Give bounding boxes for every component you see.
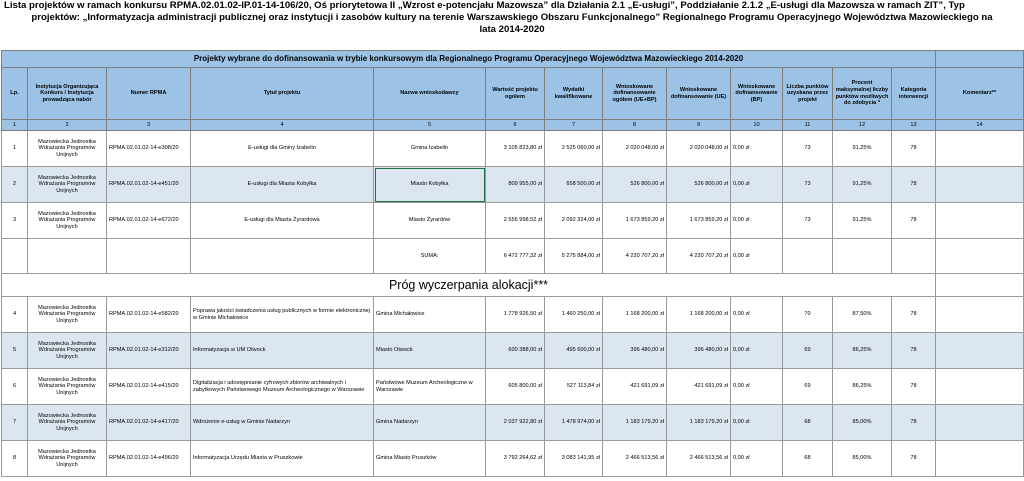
cell-points[interactable]: 70 bbox=[783, 297, 833, 333]
cell-institution[interactable]: Mazowiecka Jednostka Wdrażania Programów Unijnych bbox=[28, 405, 107, 441]
cell-category[interactable]: 78 bbox=[892, 297, 936, 333]
cell-cofin-bp[interactable]: 0,00 zł bbox=[731, 333, 783, 369]
cell-number[interactable]: RPMA.02.01.02-14-e312/20 bbox=[107, 333, 191, 369]
col-number[interactable]: 12 bbox=[833, 120, 892, 131]
cell-category[interactable]: 78 bbox=[892, 167, 936, 203]
cell-cofin-ue-bp[interactable]: 1 673 859,20 zł bbox=[603, 203, 667, 239]
cell-applicant[interactable]: Miasto Otwock bbox=[374, 333, 486, 369]
header-category[interactable]: Kategoria interwencji bbox=[892, 68, 936, 120]
sum-cofin-ue[interactable]: 4 220 707,20 zł bbox=[667, 239, 731, 274]
cell-eligible[interactable]: 1 460 250,00 zł bbox=[545, 297, 603, 333]
cell-category[interactable]: 78 bbox=[892, 405, 936, 441]
sum-empty-cell[interactable] bbox=[28, 239, 107, 274]
cell-number[interactable]: RPMA.02.01.02-14-e415/20 bbox=[107, 369, 191, 405]
header-lp[interactable]: Lp. bbox=[2, 68, 28, 120]
sum-cofin-bp[interactable]: 0,00 zł bbox=[731, 239, 783, 274]
header-number[interactable]: Numer RPMA bbox=[107, 68, 191, 120]
header-percent[interactable]: Procent maksymalnej liczby punktów możliwych do zdobycia * bbox=[833, 68, 892, 120]
cell-points[interactable]: 69 bbox=[783, 369, 833, 405]
cell-cofin-ue-bp[interactable]: 2 020 048,00 zł bbox=[603, 131, 667, 167]
cell-cofin-ue[interactable]: 396 480,00 zł bbox=[667, 333, 731, 369]
projects-table bbox=[1, 50, 1024, 477]
cell-cofin-ue[interactable]: 2 020 048,00 zł bbox=[667, 131, 731, 167]
col-number[interactable]: 8 bbox=[603, 120, 667, 131]
cell-cofin-ue-bp[interactable]: 1 183 179,20 zł bbox=[603, 405, 667, 441]
table-row bbox=[2, 333, 1024, 369]
cell-comment[interactable] bbox=[936, 297, 1024, 333]
header-value-total[interactable]: Wartość projektu ogółem bbox=[486, 68, 545, 120]
cell-category[interactable]: 78 bbox=[892, 203, 936, 239]
cell-cofin-ue[interactable]: 1 168 200,00 zł bbox=[667, 297, 731, 333]
cell-value-total[interactable]: 2 037 922,80 zł bbox=[486, 405, 545, 441]
col-number[interactable]: 14 bbox=[936, 120, 1024, 131]
table-row bbox=[2, 405, 1024, 441]
sum-empty-cell[interactable] bbox=[833, 239, 892, 274]
cell-institution[interactable]: Mazowiecka Jednostka Wdrażania Programów Unijnych bbox=[28, 167, 107, 203]
cell-lp[interactable]: 3 bbox=[2, 203, 28, 239]
cell-title[interactable]: E-usługi dla Gminy Izabelin bbox=[191, 131, 374, 167]
cell-eligible[interactable]: 658 500,00 zł bbox=[545, 167, 603, 203]
banner-cell[interactable]: Projekty wybrane do dofinansowania w trybie konkursowym dla Regionalnego Programu Operacyjnego Województwa Mazowieckiego 2014-2020 bbox=[2, 51, 936, 68]
title-line-2: projektów: „Informatyzacja administracji publicznej oraz instytucji i zasobów kultury na terenie Warszawskiego Obszaru Funkcjonalnego” Regionalnego Programu Operacyjnego Województwa Mazowieckiego na bbox=[31, 12, 993, 23]
cell-cofin-ue[interactable]: 1 183 179,20 zł bbox=[667, 405, 731, 441]
cell-percent[interactable]: 86,25% bbox=[833, 369, 892, 405]
cell-category[interactable]: 78 bbox=[892, 369, 936, 405]
cell-value-total[interactable]: 2 556 998,52 zł bbox=[486, 203, 545, 239]
cell-comment[interactable] bbox=[936, 167, 1024, 203]
cell-value-total[interactable]: 3 792 264,62 zł bbox=[486, 441, 545, 477]
cell-percent[interactable]: 87,50% bbox=[833, 297, 892, 333]
cell-institution[interactable]: Mazowiecka Jednostka Wdrażania Programów Unijnych bbox=[28, 297, 107, 333]
cell-value-total[interactable]: 600 388,00 zł bbox=[486, 333, 545, 369]
cell-cofin-ue[interactable]: 2 466 513,56 zł bbox=[667, 441, 731, 477]
cell-institution[interactable]: Mazowiecka Jednostka Wdrażania Programów Unijnych bbox=[28, 369, 107, 405]
sum-empty-cell[interactable] bbox=[936, 239, 1024, 274]
col-number[interactable]: 7 bbox=[545, 120, 603, 131]
col-number[interactable]: 1 bbox=[2, 120, 28, 131]
sum-empty-cell[interactable] bbox=[191, 239, 374, 274]
cell-title[interactable]: Wdrożenie e-usług w Gminie Nadarzyn bbox=[191, 405, 374, 441]
cell-applicant[interactable]: Gmina Nadarzyn bbox=[374, 405, 486, 441]
banner-empty-cell[interactable] bbox=[936, 51, 1024, 68]
cell-points[interactable]: 68 bbox=[783, 405, 833, 441]
sum-cofin-ue-bp[interactable]: 4 220 707,20 zł bbox=[603, 239, 667, 274]
cell-title[interactable]: Informatyzacja w UM Otwock bbox=[191, 333, 374, 369]
cell-institution[interactable]: Mazowiecka Jednostka Wdrażania Programów Unijnych bbox=[28, 441, 107, 477]
header-project-title[interactable]: Tytuł projektu bbox=[191, 68, 374, 120]
cell-cofin-bp[interactable]: 0,00 zł bbox=[731, 297, 783, 333]
title-line-1: Lista projektów w ramach konkursu RPMA.02.01.02-IP.01-14-106/20, Oś priorytetowa II „Wzrost e-potencjału Mazowsza” dla Działania 2.1 „E-usługi”, Poddziałanie 2.1.2 „E-usługi dla Mazowsza w ramach ZIT”, Typ bbox=[4, 0, 965, 11]
title-line-3: lata 2014-2020 bbox=[479, 24, 545, 35]
cell-cofin-bp[interactable]: 0,00 zł bbox=[731, 131, 783, 167]
cell-title[interactable]: Poprawa jakości świadczenia usług publicznych w formie elektronicznej w Gminie Michałowice bbox=[191, 297, 374, 333]
cell-comment[interactable] bbox=[936, 131, 1024, 167]
cell-cofin-ue[interactable]: 421 691,09 zł bbox=[667, 369, 731, 405]
cell-lp[interactable]: 1 bbox=[2, 131, 28, 167]
sum-empty-cell[interactable] bbox=[2, 239, 28, 274]
cell-cofin-ue-bp[interactable]: 526 800,00 zł bbox=[603, 167, 667, 203]
cell-cofin-ue-bp[interactable]: 1 168 200,00 zł bbox=[603, 297, 667, 333]
cell-institution[interactable]: Mazowiecka Jednostka Wdrażania Programów Unijnych bbox=[28, 203, 107, 239]
cell-cofin-ue[interactable]: 1 673 859,20 zł bbox=[667, 203, 731, 239]
col-number[interactable]: 4 bbox=[191, 120, 374, 131]
cell-title[interactable]: Digitalizacja i udostępnianie cyfrowych zbiorów archiwalnych i zabytkowych Państwowego Muzeum Archeologicznego w Warszawie bbox=[191, 369, 374, 405]
cell-cofin-bp[interactable]: 0,00 zł bbox=[731, 441, 783, 477]
header-cofin-bp[interactable]: Wnioskowane dofinansowanie (BP) bbox=[731, 68, 783, 120]
cell-points[interactable]: 73 bbox=[783, 167, 833, 203]
cell-cofin-ue[interactable]: 526 800,00 zł bbox=[667, 167, 731, 203]
cell-lp[interactable]: 7 bbox=[2, 405, 28, 441]
cell-category[interactable]: 78 bbox=[892, 131, 936, 167]
cell-comment[interactable] bbox=[936, 405, 1024, 441]
cell-lp[interactable]: 4 bbox=[2, 297, 28, 333]
cell-number[interactable]: RPMA.02.01.02-14-e308/20 bbox=[107, 131, 191, 167]
cell-lp[interactable]: 8 bbox=[2, 441, 28, 477]
cell-cofin-bp[interactable]: 0,00 zł bbox=[731, 405, 783, 441]
cell-lp[interactable]: 5 bbox=[2, 333, 28, 369]
col-number[interactable]: 6 bbox=[486, 120, 545, 131]
header-eligible[interactable]: Wydatki kwalifikowane bbox=[545, 68, 603, 120]
cell-applicant[interactable]: Gmina Michałowice bbox=[374, 297, 486, 333]
cell-cofin-bp[interactable]: 0,00 zł bbox=[731, 369, 783, 405]
document-title bbox=[0, 0, 1024, 36]
cell-title[interactable]: E-usługi dla Miasta Żyrardowa bbox=[191, 203, 374, 239]
cell-applicant[interactable]: Miasto Kobyłka bbox=[374, 167, 486, 203]
sum-empty-cell[interactable] bbox=[892, 239, 936, 274]
cell-percent[interactable]: 91,25% bbox=[833, 131, 892, 167]
cell-percent[interactable]: 91,25% bbox=[833, 203, 892, 239]
cell-eligible[interactable]: 1 478 974,00 zł bbox=[545, 405, 603, 441]
cell-number[interactable]: RPMA.02.01.02-14-e451/20 bbox=[107, 167, 191, 203]
threshold-empty-cell[interactable] bbox=[936, 274, 1024, 297]
cell-eligible[interactable]: 2 092 324,00 zł bbox=[545, 203, 603, 239]
table-row bbox=[2, 369, 1024, 405]
cell-eligible[interactable]: 3 083 141,95 zł bbox=[545, 441, 603, 477]
table-row bbox=[2, 441, 1024, 477]
header-cofin-ue[interactable]: Wnioskowane dofinansowanie (UE) bbox=[667, 68, 731, 120]
cell-institution[interactable]: Mazowiecka Jednostka Wdrażania Programów Unijnych bbox=[28, 333, 107, 369]
cell-number[interactable]: RPMA.02.01.02-14-e672/20 bbox=[107, 203, 191, 239]
cell-eligible[interactable]: 2 525 060,00 zł bbox=[545, 131, 603, 167]
cell-comment[interactable] bbox=[936, 203, 1024, 239]
cell-category[interactable]: 78 bbox=[892, 441, 936, 477]
cell-percent[interactable]: 85,00% bbox=[833, 441, 892, 477]
cell-points[interactable]: 68 bbox=[783, 441, 833, 477]
header-applicant[interactable]: Nazwa wnioskodawcy bbox=[374, 68, 486, 120]
table-row bbox=[2, 167, 1024, 203]
cell-cofin-bp[interactable]: 0,00 zł bbox=[731, 203, 783, 239]
cell-comment[interactable] bbox=[936, 369, 1024, 405]
sum-row bbox=[2, 239, 1024, 274]
header-points[interactable]: Liczba punktów uzyskana przez projekt bbox=[783, 68, 833, 120]
column-number-row bbox=[2, 120, 1024, 131]
sum-eligible[interactable]: 5 275 884,00 zł bbox=[545, 239, 603, 274]
sum-label[interactable]: SUMA: bbox=[374, 239, 486, 274]
col-number[interactable]: 13 bbox=[892, 120, 936, 131]
cell-title[interactable]: E-usługi dla Miasta Kobyłka bbox=[191, 167, 374, 203]
cell-comment[interactable] bbox=[936, 333, 1024, 369]
cell-percent[interactable]: 85,00% bbox=[833, 405, 892, 441]
cell-number[interactable]: RPMA.02.01.02-14-e496/20 bbox=[107, 441, 191, 477]
col-number[interactable]: 5 bbox=[374, 120, 486, 131]
cell-applicant[interactable]: Gmina Izabelin bbox=[374, 131, 486, 167]
cell-percent[interactable]: 91,25% bbox=[833, 167, 892, 203]
cell-value-total[interactable]: 3 105 823,80 zł bbox=[486, 131, 545, 167]
cell-cofin-ue-bp[interactable]: 396 480,00 zł bbox=[603, 333, 667, 369]
cell-institution[interactable]: Mazowiecka Jednostka Wdrażania Programów Unijnych bbox=[28, 131, 107, 167]
cell-value-total[interactable]: 1 778 926,50 zł bbox=[486, 297, 545, 333]
cell-eligible[interactable]: 527 113,84 zł bbox=[545, 369, 603, 405]
table-row bbox=[2, 297, 1024, 333]
cell-title[interactable]: Informatyzacja Urzędu Miasta w Pruszkowie bbox=[191, 441, 374, 477]
cell-points[interactable]: 73 bbox=[783, 203, 833, 239]
cell-lp[interactable]: 6 bbox=[2, 369, 28, 405]
cell-category[interactable]: 78 bbox=[892, 333, 936, 369]
cell-applicant[interactable]: Gmina Miasto Pruszków bbox=[374, 441, 486, 477]
sum-empty-cell[interactable] bbox=[107, 239, 191, 274]
col-number[interactable]: 10 bbox=[731, 120, 783, 131]
cell-cofin-ue-bp[interactable]: 2 466 513,56 zł bbox=[603, 441, 667, 477]
cell-points[interactable]: 73 bbox=[783, 131, 833, 167]
cell-applicant[interactable]: Miasto Żyrardów bbox=[374, 203, 486, 239]
col-number[interactable]: 2 bbox=[28, 120, 107, 131]
cell-value-total[interactable]: 605 800,00 zł bbox=[486, 369, 545, 405]
cell-number[interactable]: RPMA.02.01.02-14-e582/20 bbox=[107, 297, 191, 333]
header-institution[interactable]: Instytucja Organizująca Konkurs / Instytucja prowadząca nabór bbox=[28, 68, 107, 120]
col-number[interactable]: 3 bbox=[107, 120, 191, 131]
threshold-row bbox=[2, 274, 1024, 297]
cell-applicant[interactable]: Państwowe Muzeum Archeologiczne w Warszawie bbox=[374, 369, 486, 405]
cell-cofin-bp[interactable]: 0,00 zł bbox=[731, 167, 783, 203]
header-row bbox=[2, 68, 1024, 120]
sum-empty-cell[interactable] bbox=[783, 239, 833, 274]
header-cofin-ue-bp[interactable]: Wnioskowane dofinansowanie ogółem (UE+BP) bbox=[603, 68, 667, 120]
header-comment[interactable]: Komentarz** bbox=[936, 68, 1024, 120]
banner-row bbox=[2, 51, 1024, 68]
table-row bbox=[2, 131, 1024, 167]
cell-lp[interactable]: 2 bbox=[2, 167, 28, 203]
table-row bbox=[2, 203, 1024, 239]
col-number[interactable]: 9 bbox=[667, 120, 731, 131]
cell-comment[interactable] bbox=[936, 441, 1024, 477]
cell-cofin-ue-bp[interactable]: 421 691,09 zł bbox=[603, 369, 667, 405]
cell-number[interactable]: RPMA.02.01.02-14-e417/20 bbox=[107, 405, 191, 441]
sum-value-total[interactable]: 6 472 777,32 zł bbox=[486, 239, 545, 274]
cell-points[interactable]: 69 bbox=[783, 333, 833, 369]
cell-percent[interactable]: 86,25% bbox=[833, 333, 892, 369]
cell-eligible[interactable]: 495 600,00 zł bbox=[545, 333, 603, 369]
threshold-label[interactable]: Próg wyczerpania alokacji*** bbox=[2, 274, 936, 297]
cell-value-total[interactable]: 809 955,00 zł bbox=[486, 167, 545, 203]
col-number[interactable]: 11 bbox=[783, 120, 833, 131]
